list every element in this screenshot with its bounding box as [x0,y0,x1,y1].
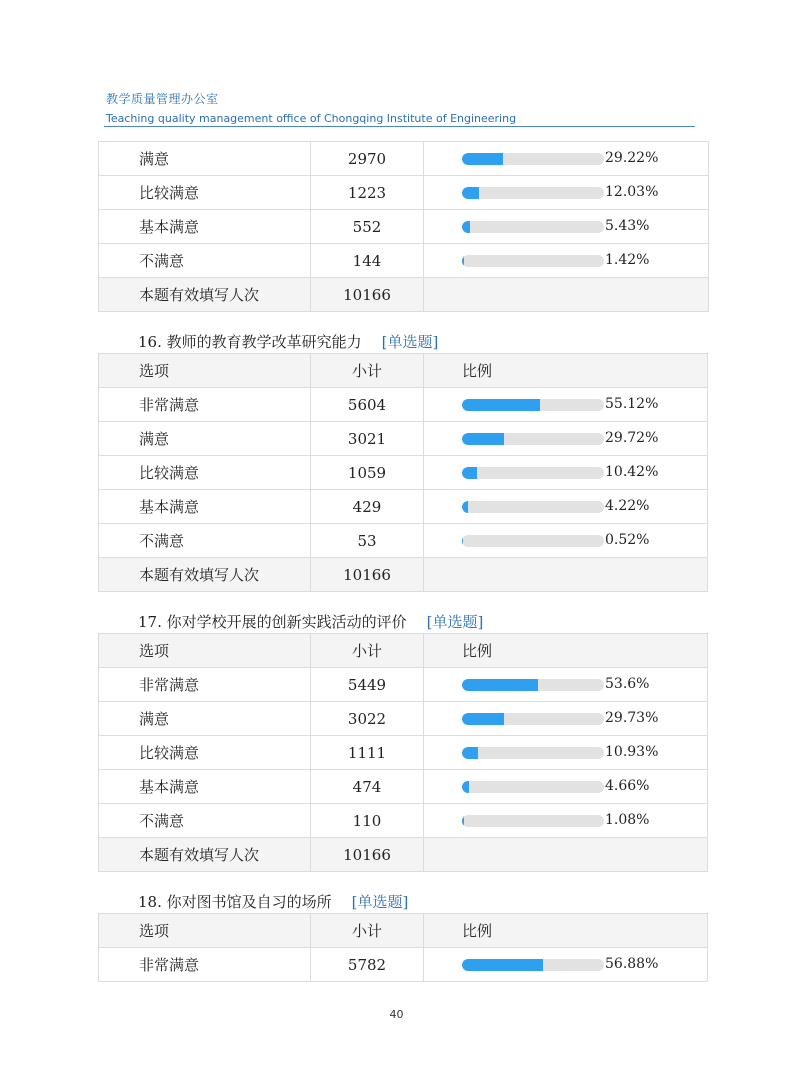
option-label: 不满意 [99,244,311,278]
table-row [99,736,708,770]
ratio-bar-track [462,433,604,445]
option-count: 429 [311,490,424,524]
header-option: 选项 [99,354,311,388]
survey-table-18 [98,913,708,982]
option-label: 比较满意 [99,736,311,770]
ratio-bar-track [462,679,604,691]
ratio-percent: 12.03% [605,184,659,200]
ratio-cell [424,388,708,422]
question-title-16 [138,332,438,352]
header-ratio: 比例 [424,634,708,668]
option-label: 非常满意 [99,948,311,982]
header-divider [104,126,695,127]
ratio-bar-fill [462,781,469,793]
option-label: 满意 [99,142,311,176]
survey-table-continued [98,141,709,312]
total-label: 本题有效填写人次 [99,558,311,592]
option-count: 1059 [311,456,424,490]
option-count: 1223 [311,176,424,210]
ratio-bar-track [462,153,604,165]
total-row [99,838,708,872]
option-label: 基本满意 [99,770,311,804]
option-count: 3022 [311,702,424,736]
total-empty-cell [424,838,708,872]
table-row [99,948,708,982]
table-row [99,668,708,702]
ratio-percent: 4.22% [605,498,650,514]
ratio-bar-fill [462,399,540,411]
option-label: 满意 [99,702,311,736]
table-row [99,490,708,524]
ratio-percent: 1.08% [605,812,650,828]
ratio-bar-fill [462,713,504,725]
ratio-percent: 56.88% [605,956,659,972]
header-ratio: 比例 [424,914,708,948]
question-text: 18. 你对图书馆及自习的场所 [138,893,332,911]
ratio-bar-track [462,781,604,793]
ratio-cell [424,668,708,702]
header-option: 选项 [99,634,311,668]
ratio-percent: 0.52% [605,532,650,548]
table-row [99,388,708,422]
ratio-percent: 10.93% [605,744,659,760]
ratio-cell [424,176,709,210]
header-office-name-cn: 教学质量管理办公室 [106,92,219,106]
question-text: 16. 教师的教育教学改革研究能力 [138,333,362,351]
ratio-bar-track [462,959,604,971]
table-row [99,210,709,244]
ratio-bar-fill [462,467,477,479]
survey-table-17 [98,633,708,872]
ratio-cell [424,804,708,838]
total-count: 10166 [311,838,424,872]
ratio-cell [424,456,708,490]
ratio-bar-track [462,815,604,827]
table-row [99,702,708,736]
option-count: 5604 [311,388,424,422]
table-row [99,770,708,804]
question-type-label: [单选题] [351,893,409,911]
option-label: 不满意 [99,524,311,558]
ratio-cell [424,244,709,278]
ratio-percent: 53.6% [605,676,650,692]
question-text: 17. 你对学校开展的创新实践活动的评价 [138,613,407,631]
question-title-17 [138,612,483,632]
option-label: 比较满意 [99,456,311,490]
question-title-18 [138,892,408,912]
ratio-cell [424,770,708,804]
option-count: 53 [311,524,424,558]
option-count: 5782 [311,948,424,982]
table-row [99,804,708,838]
ratio-bar-fill [462,501,468,513]
table-row [99,176,709,210]
ratio-percent: 29.22% [605,150,659,166]
option-count: 5449 [311,668,424,702]
header-subtotal: 小计 [311,634,424,668]
header-subtotal: 小计 [311,914,424,948]
ratio-percent: 4.66% [605,778,650,794]
ratio-cell [424,422,708,456]
ratio-cell [424,142,709,176]
option-count: 474 [311,770,424,804]
total-label: 本题有效填写人次 [99,278,311,312]
ratio-cell [424,490,708,524]
ratio-cell [424,948,708,982]
ratio-bar-fill [462,535,463,547]
ratio-bar-fill [462,959,543,971]
total-empty-cell [424,558,708,592]
option-count: 1111 [311,736,424,770]
option-label: 满意 [99,422,311,456]
total-label: 本题有效填写人次 [99,838,311,872]
option-count: 110 [311,804,424,838]
total-row [99,558,708,592]
table-header-row [99,914,708,948]
table-row [99,142,709,176]
total-empty-cell [424,278,709,312]
option-count: 144 [311,244,424,278]
option-label: 非常满意 [99,668,311,702]
ratio-bar-track [462,747,604,759]
ratio-cell [424,210,709,244]
ratio-bar-track [462,255,604,267]
ratio-percent: 10.42% [605,464,659,480]
header-subtotal: 小计 [311,354,424,388]
ratio-percent: 1.42% [605,252,650,268]
ratio-bar-track [462,501,604,513]
table-row [99,524,708,558]
total-row [99,278,709,312]
ratio-bar-track [462,221,604,233]
ratio-bar-fill [462,221,470,233]
ratio-bar-fill [462,679,538,691]
page-header [106,90,694,128]
total-count: 10166 [311,558,424,592]
ratio-percent: 29.73% [605,710,659,726]
table-row [99,422,708,456]
page-number: 40 [389,1008,404,1021]
ratio-bar-track [462,535,604,547]
table-header-row [99,354,708,388]
ratio-cell [424,524,708,558]
ratio-bar-fill [462,255,464,267]
ratio-bar-track [462,187,604,199]
ratio-cell [424,736,708,770]
total-count: 10166 [311,278,424,312]
question-type-label: [单选题] [426,613,484,631]
question-type-label: [单选题] [381,333,439,351]
ratio-bar-track [462,713,604,725]
table-row [99,244,709,278]
option-label: 不满意 [99,804,311,838]
table-header-row [99,634,708,668]
ratio-percent: 55.12% [605,396,659,412]
ratio-cell [424,702,708,736]
ratio-bar-track [462,467,604,479]
option-label: 基本满意 [99,490,311,524]
option-count: 552 [311,210,424,244]
header-ratio: 比例 [424,354,708,388]
option-count: 3021 [311,422,424,456]
table-row [99,456,708,490]
option-label: 基本满意 [99,210,311,244]
ratio-percent: 5.43% [605,218,650,234]
header-office-name-en: Teaching quality management office of Chongqing Institute of Engineering [106,112,517,125]
option-label: 非常满意 [99,388,311,422]
option-label: 比较满意 [99,176,311,210]
ratio-bar-track [462,399,604,411]
ratio-bar-fill [462,153,503,165]
header-option: 选项 [99,914,311,948]
ratio-bar-fill [462,815,464,827]
ratio-bar-fill [462,187,479,199]
ratio-percent: 29.72% [605,430,659,446]
ratio-bar-fill [462,747,478,759]
option-count: 2970 [311,142,424,176]
ratio-bar-fill [462,433,504,445]
survey-table-16 [98,353,708,592]
